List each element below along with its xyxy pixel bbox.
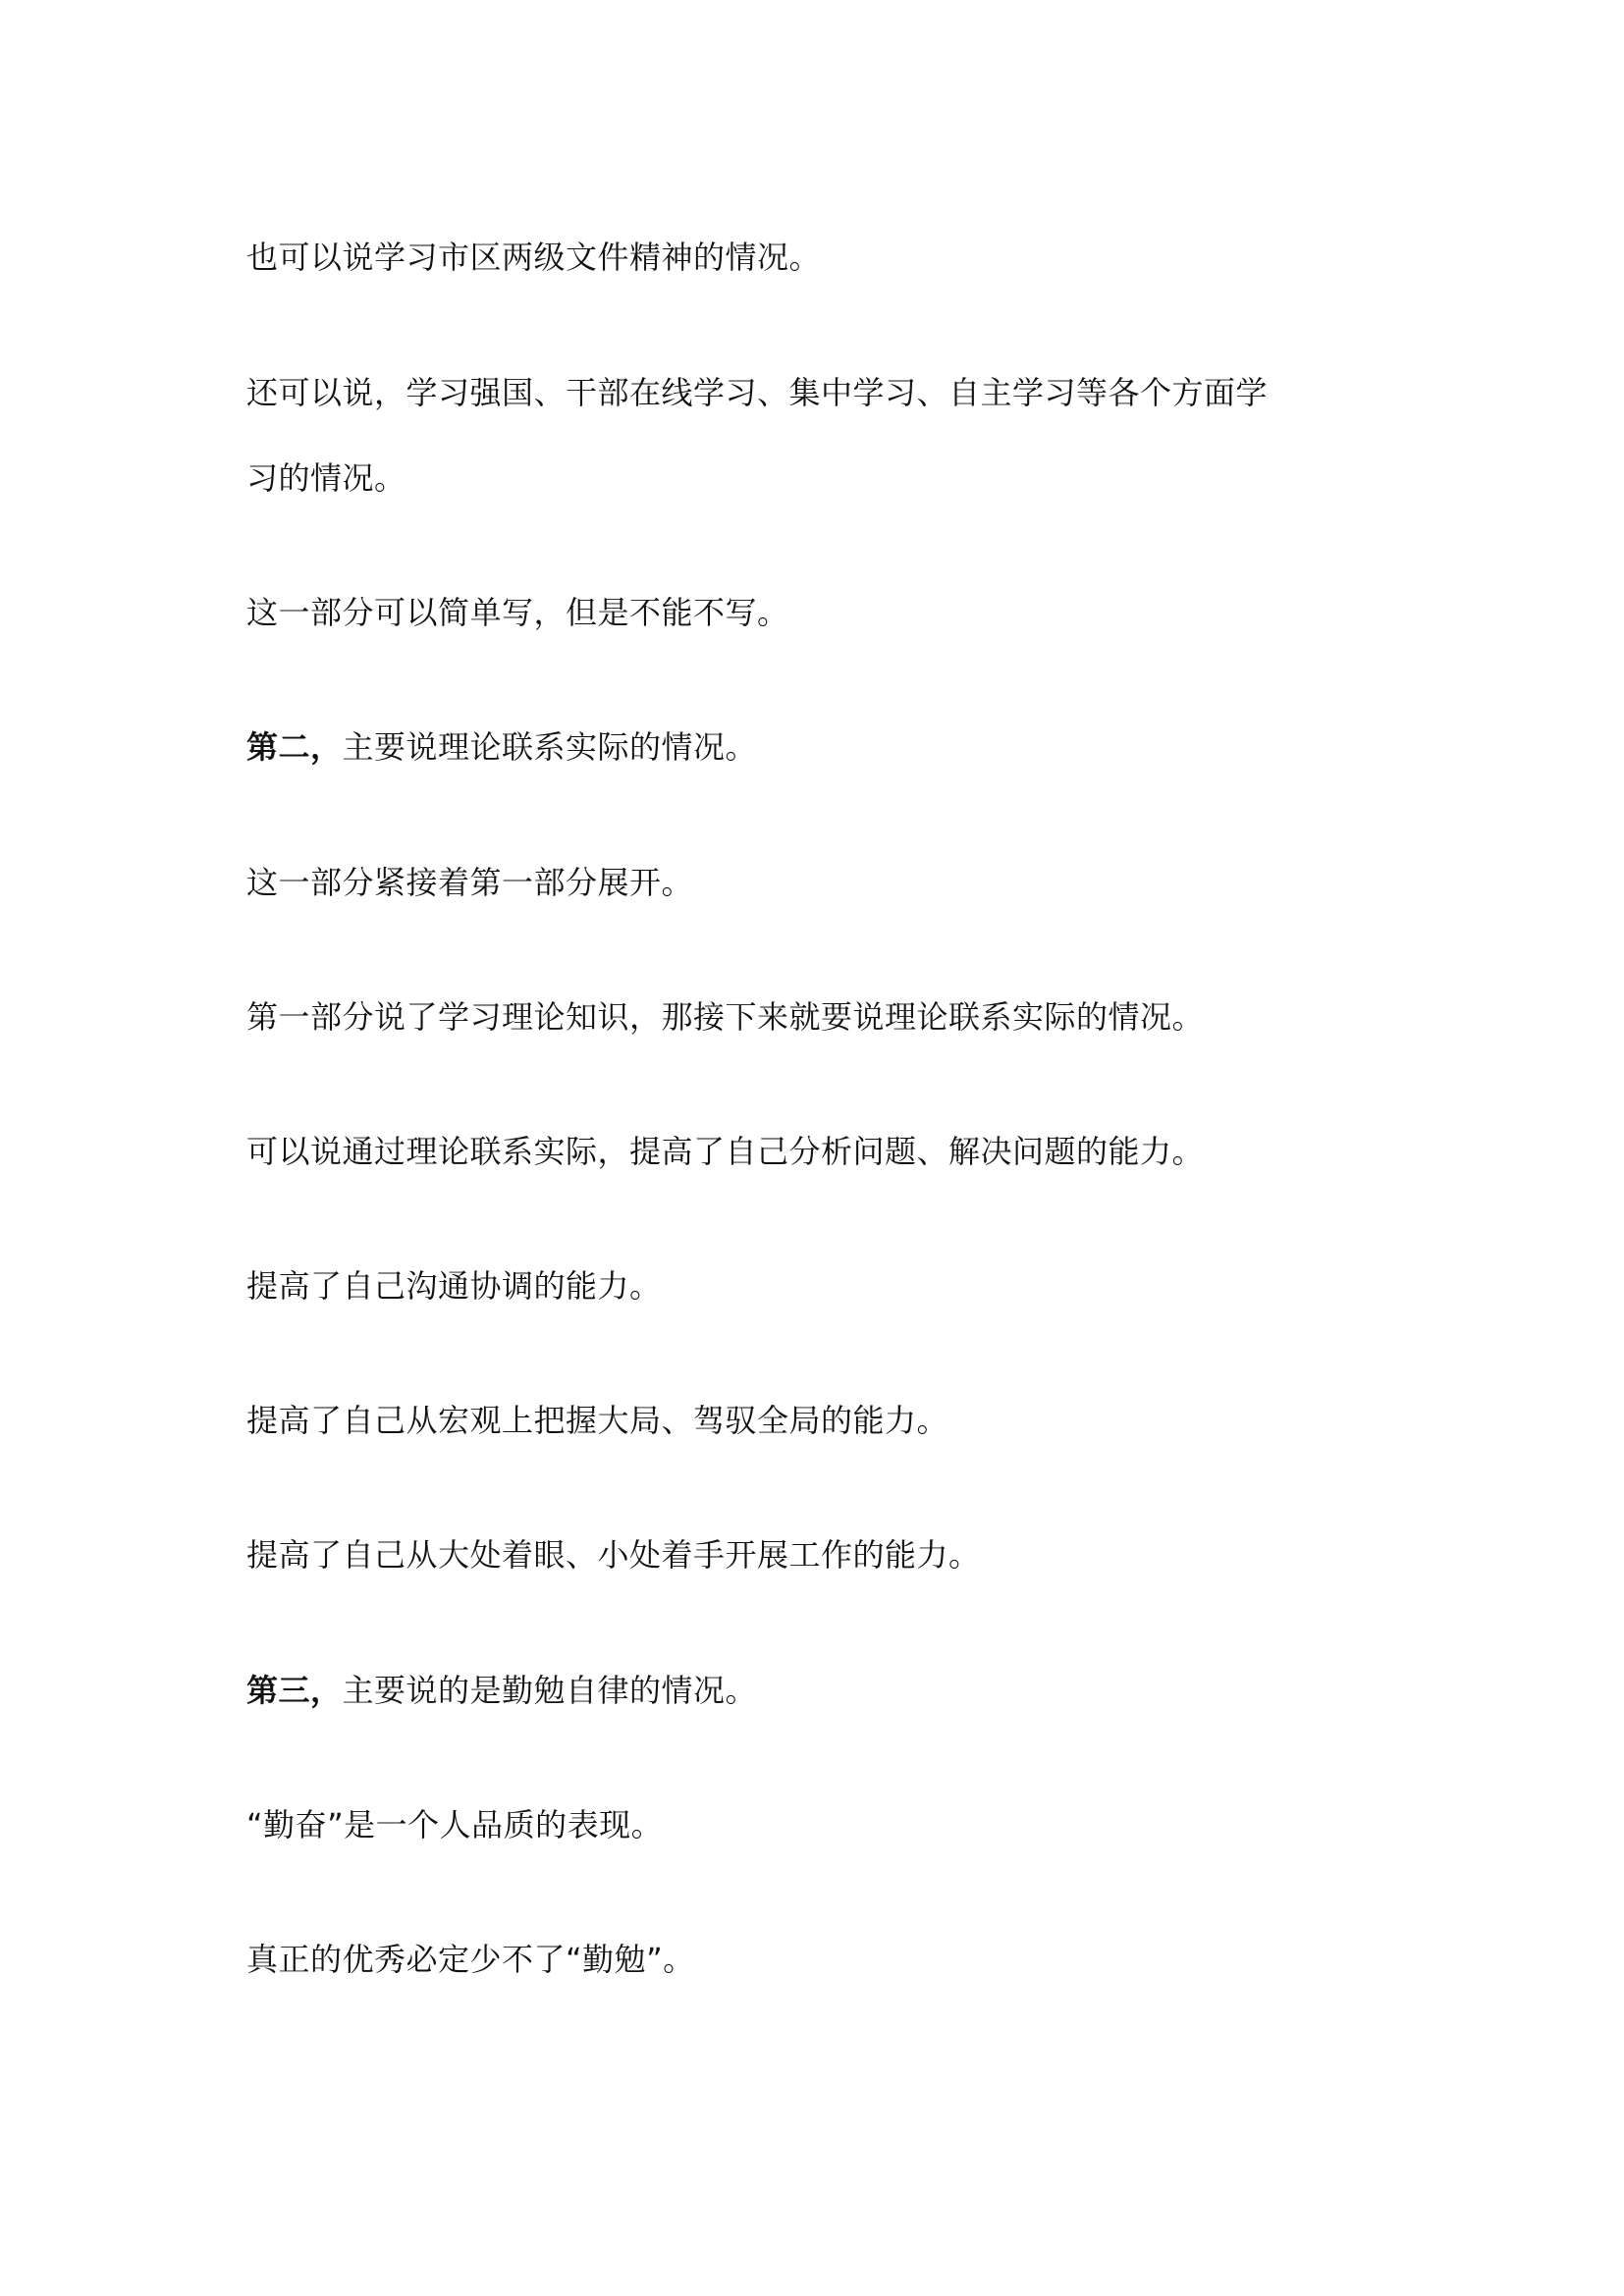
section-3-lead: 第三， [246,1672,343,1709]
section-2-text: 主要说理论联系实际的情况。 [342,728,758,766]
paragraph-13: 真正的优秀必定少不了“勤勉”。 [246,1941,695,1978]
paragraph-10: 提高了自己从大处着眼、小处着手开展工作的能力。 [246,1536,981,1574]
paragraph-6: 第一部分说了学习理论知识，那接下来就要说理论联系实际的情况。 [246,998,1205,1036]
section-3-text: 主要说的是勤勉自律的情况。 [342,1672,758,1709]
paragraph-2-line-2: 习的情况。 [246,459,406,497]
section-3-heading [246,1671,757,1710]
paragraph-8: 提高了自己沟通协调的能力。 [246,1267,662,1305]
paragraph-5: 这一部分紧接着第一部分展开。 [246,864,694,901]
paragraph-1: 也可以说学习市区两级文件精神的情况。 [246,239,822,276]
paragraph-2-line-1: 还可以说，学习强国、干部在线学习、集中学习、自主学习等各个方面学 [246,374,1269,411]
paragraph-3: 这一部分可以简单写，但是不能不写。 [246,594,789,631]
paragraph-12: “勤奋”是一个人品质的表现。 [246,1806,664,1843]
paragraph-9: 提高了自己从宏观上把握大局、驾驭全局的能力。 [246,1402,949,1439]
section-2-lead: 第二， [246,728,343,766]
paragraph-7: 可以说通过理论联系实际，提高了自己分析问题、解决问题的能力。 [246,1133,1205,1170]
section-2-heading [246,727,757,767]
